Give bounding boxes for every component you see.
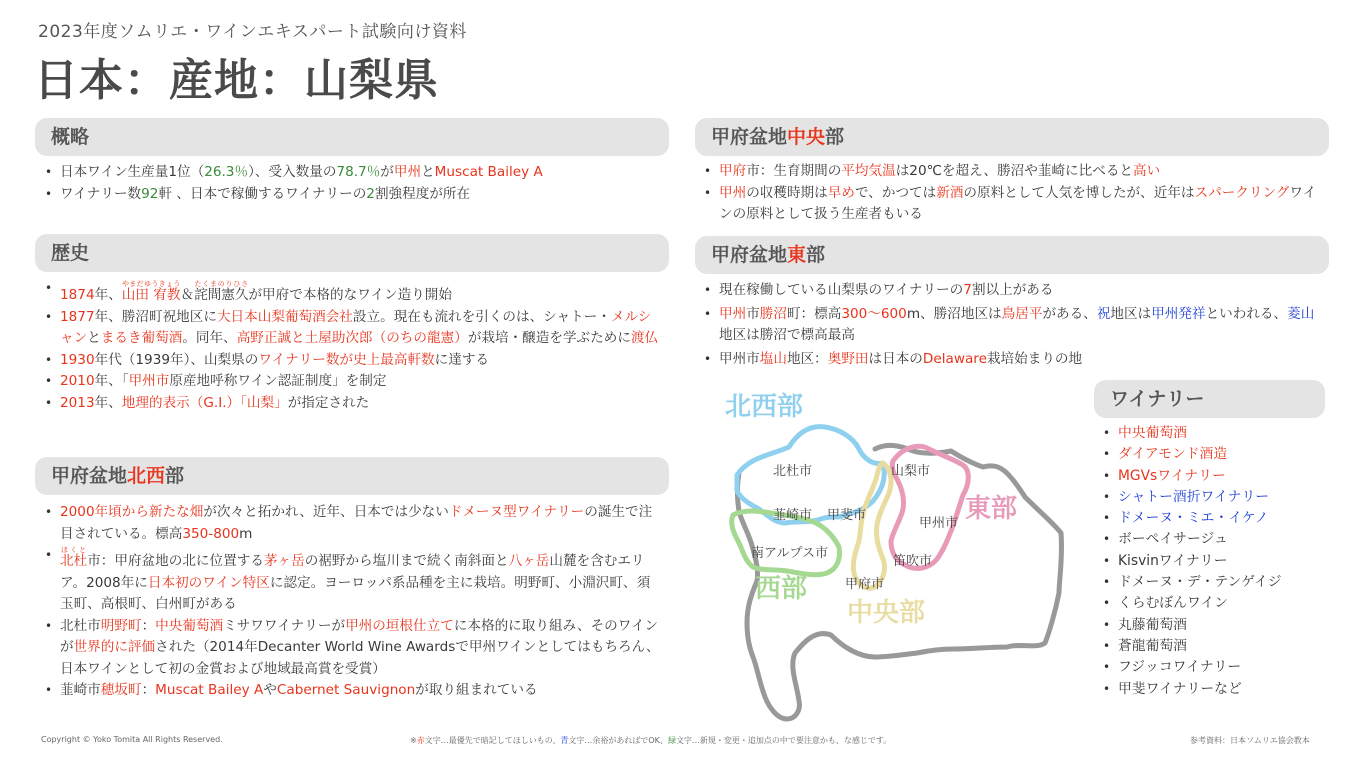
winery-item: • ボーペイサージュ [1098,529,1338,550]
yamanashi-region-map [715,385,1095,730]
list-item: • 甲府市：生育期間の平均気温は20℃を超え、勝沼や韮崎に比べると高い [699,161,1327,183]
winery-item: • MGVsワイナリー [1098,466,1338,487]
northwest-list [40,502,662,702]
list-item: • 日本ワイン生産量1位（26.3％）、受入数量の78.7％が甲州とMuscat Bailey A [40,162,670,184]
winery-item: • ドメーヌ・デ・テンゲイジ [1098,572,1338,593]
winery-item: • 甲斐ワイナリーなど [1098,679,1338,700]
map-city-nirasaki: 韮崎市 [773,508,813,523]
winery-heading: ワイナリー [1094,380,1325,418]
east-list [699,280,1327,370]
overview-list [40,162,670,205]
list-item: • 1877年、勝沼町祝地区に大日本山梨葡萄酒会社設立。現在も流れを引くのは、シャトー・メルシャンとまるき葡萄酒。同年、高野正誠と土屋助次郎（のちの龍憲）が栽培・醸造を学ぶために渡仏 [40,307,662,350]
map-city-kofu: 甲府市 [845,577,885,592]
map-region-west: 西部 [755,574,808,604]
winery-item: • 丸藤葡萄酒 [1098,615,1338,636]
map-city-kai: 甲斐市 [827,508,867,523]
map-city-minami-alps: 南アルプス市 [751,546,828,561]
page-title: 日本：産地：山梨県 [34,55,439,106]
winery-item: • くらむぼんワイン [1098,593,1338,614]
map-region-central: 中央部 [847,598,926,628]
winery-list [1098,423,1338,700]
copyright: Copyright © Yoko Tomita All Rights Reserved. [41,735,223,744]
history-heading: 歴史 [35,234,669,272]
list-item: • 甲州の収穫時期は早めで、かつては新酒の原料として人気を博したが、近年はスパークリングワインの原料として扱う生産者もいる [699,183,1327,226]
winery-item: • Kisvinワイナリー [1098,551,1338,572]
list-item: • 韮崎市穂坂町：Muscat Bailey AやCabernet Sauvignonが取り組まれている [40,680,662,702]
list-item: • 甲州市塩山地区：奥野田は日本のDelaware栽培始まりの地 [699,349,1327,371]
winery-item: • フジッコワイナリー [1098,657,1338,678]
list-item: • 1874年、山田 宥教やまだゆうきょう＆詫間憲久たくまのりひさが甲府で本格的なワイン造り開始 [40,278,662,307]
east-heading: 甲府盆地東部 [695,236,1329,274]
list-item: • ワイナリー数92軒 、日本で稼働するワイナリーの2割強程度が所在 [40,184,670,206]
central-list [699,161,1327,226]
list-item: • 現在稼働している山梨県のワイナリーの7割以上がある [699,280,1327,302]
map-city-hokuto: 北杜市 [773,464,813,479]
document-subtitle: 2023年度ソムリエ・ワインエキスパート試験向け資料 [38,22,467,42]
list-item: • 2013年、地理的表示（G.I.）「山梨」が指定された [40,393,662,415]
history-list [40,278,662,414]
color-legend-note: ※赤文字…最優先で暗記してほしいもの、青文字…余裕があればでOK、緑文字…新規・変更・追加点の中で要注意かも、な感じです。 [410,736,892,745]
winery-item: • ドメーヌ・ミエ・イケノ [1098,508,1338,529]
winery-item: • シャトー酒折ワイナリー [1098,487,1338,508]
overview-heading: 概略 [35,118,669,156]
list-item: • 1930年代（1939年）、山梨県のワイナリー数が史上最高軒数に達する [40,350,662,372]
map-region-northwest: 北西部 [725,392,804,422]
map-city-koshu: 甲州市 [919,516,959,531]
reference-note: 参考資料：日本ソムリエ協会教本 [1190,736,1310,745]
list-item: • 北杜市明野町：中央葡萄酒ミサワワイナリーが甲州の垣根仕立てに本格的に取り組み、そのワインが世界的に評価された（2014年Decanter World Wine Awardsで甲州ワインとしてはもちろん、日本ワインとして初の金賞および地域最高賞を受賞） [40,616,662,681]
central-heading: 甲府盆地中央部 [695,118,1329,156]
map-region-east: 東部 [965,494,1018,524]
list-item: • 2010年、「甲州市原産地呼称ワイン認証制度」を制定 [40,371,662,393]
map-city-yamanashi: 山梨市 [891,464,931,479]
winery-item: • 中央葡萄酒 [1098,423,1338,444]
winery-item: • 蒼龍葡萄酒 [1098,636,1338,657]
list-item: • 北杜ほくと市：甲府盆地の北に位置する茅ヶ岳の裾野から塩川まで続く南斜面と八ヶ岳山麓を含むエリア。2008年に日本初のワイン特区に認定。ヨーロッパ系品種を主に栽培。明野町、小淵沢町、須玉町、高根町、白州町がある [40,545,662,616]
winery-item: • ダイアモンド酒造 [1098,444,1338,465]
map-city-fuefuki: 笛吹市 [893,554,933,569]
list-item: • 甲州市勝沼町：標高300～600m、勝沼地区は鳥居平がある、祝地区は甲州発祥といわれる、菱山地区は勝沼で標高最高 [699,304,1327,347]
list-item: • 2000年頃から新たな畑が次々と拓かれ、近年、日本では少ないドメーヌ型ワイナリーの誕生で注目されている。標高350-800m [40,502,662,545]
northwest-heading: 甲府盆地北西部 [35,457,669,495]
